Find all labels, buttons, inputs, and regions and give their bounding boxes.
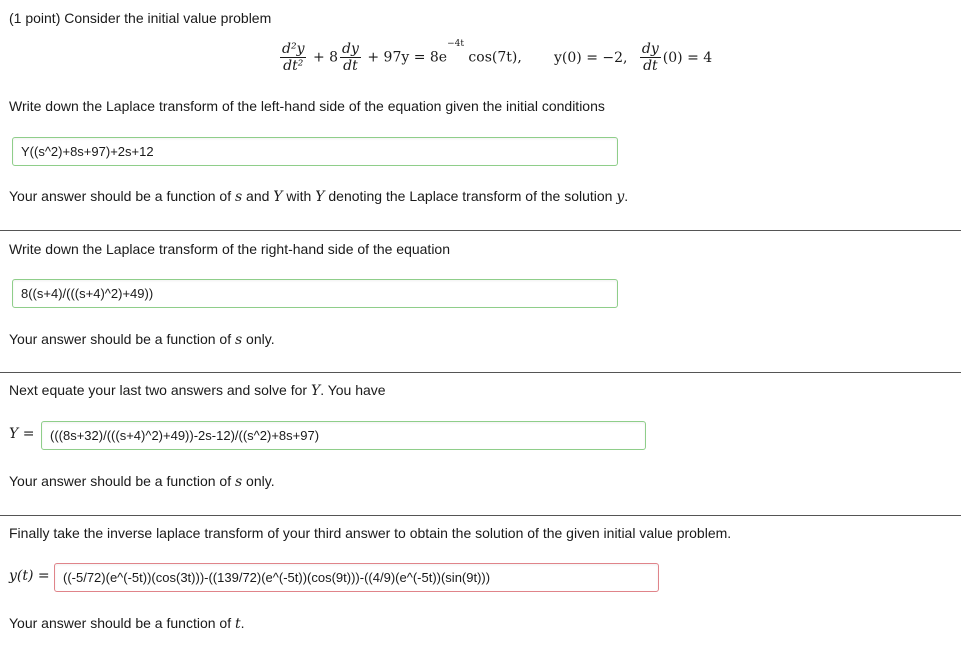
- first-derivative: $\frac{dy}{dt}$: [342, 41, 359, 74]
- q1-note: Your answer should be a function of s and Y with Y denoting the Laplace transform of the solution y.: [9, 188, 629, 205]
- divider: [0, 230, 961, 231]
- points-label: (1 point): [9, 10, 61, 26]
- initial-condition-derivative: $\frac{dy}{dt}$: [641, 41, 659, 74]
- divider: [0, 515, 961, 516]
- q3-answer-field[interactable]: (((8s+32)/(((s+4)^2)+49))-2s-12)/((s^2)+8s+97): [41, 421, 646, 450]
- q4-answer-field[interactable]: ((-5/72)(e^(-5t))(cos(3t)))-((139/72)(e^(-5t))(cos(9t)))-((4/9)(e^(-5t))(sin(9t))): [54, 563, 659, 592]
- q1-prompt: Write down the Laplace transform of the left-hand side of the equation given the initial conditions: [9, 98, 605, 114]
- q4-note: Your answer should be a function of t.: [9, 615, 245, 632]
- q2-answer-field[interactable]: 8((s+4)/(((s+4)^2)+49)): [12, 279, 618, 308]
- initial-conditions: y(0) = −2, $\frac{dy}{dt}$ (0) = 4: [554, 41, 713, 74]
- divider: [0, 372, 961, 373]
- q3-prompt: Next equate your last two answers and solve for Y. You have: [9, 382, 386, 399]
- q2-prompt: Write down the Laplace transform of the right-hand side of the equation: [9, 241, 451, 257]
- initial-condition-y: y(0) = −2,: [554, 49, 628, 66]
- intro-text: Consider the initial value problem: [64, 10, 272, 26]
- q2-note: Your answer should be a function of s only.: [9, 331, 275, 348]
- q1-answer-field[interactable]: Y((s^2)+8s+97)+2s+12: [12, 137, 618, 166]
- q4-label: y(t) =: [9, 568, 50, 584]
- q3-note: Your answer should be a function of s only.: [9, 473, 275, 490]
- differential-equation: $\frac{\text{d²y}}{\text{dt²}}$ + 8 $\frac{dy}{dt}$ + $97y = 8e^{-4t}$ cos(7t),: [282, 39, 522, 74]
- q4-prompt: Finally take the inverse laplace transform of your third answer to obtain the solution of the given initial value problem.: [9, 525, 732, 541]
- problem-header: [9, 10, 271, 26]
- second-derivative: $\frac{\text{d²y}}{\text{dt²}}$: [282, 41, 305, 74]
- q3-label: Y =: [9, 426, 35, 442]
